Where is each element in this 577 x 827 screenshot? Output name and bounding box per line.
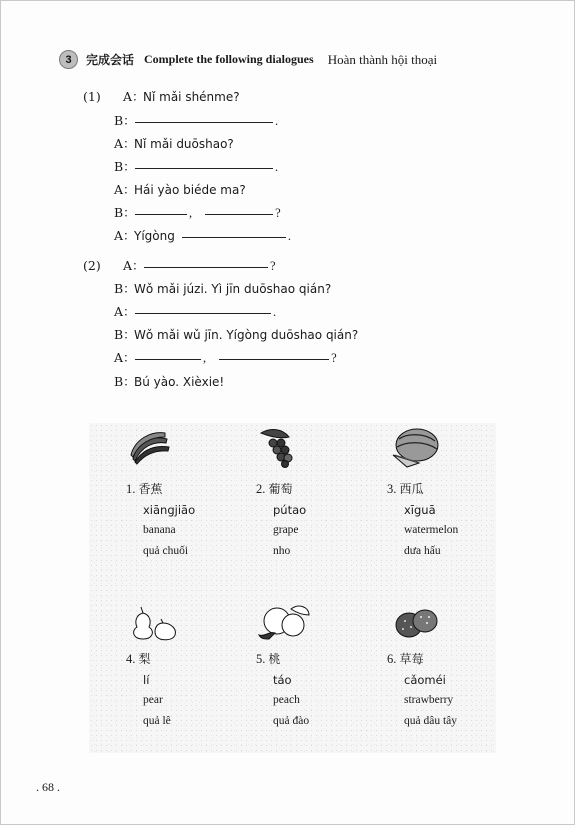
dialogue2-line-1 — [83, 256, 276, 274]
section-header — [59, 50, 437, 69]
fruit-name-zh: 西瓜 — [399, 482, 424, 496]
fruit-number: 1. — [126, 482, 136, 496]
speaker-label: B： — [114, 113, 136, 128]
fruit-name-vi: quả chuối — [143, 544, 189, 557]
punctuation: . — [275, 114, 279, 128]
fruit-pinyin: pútao — [273, 502, 307, 517]
dialogue1-line-3 — [114, 134, 234, 152]
speaker-label: B： — [114, 205, 136, 220]
answer-blank[interactable] — [135, 312, 271, 314]
punctuation: , — [189, 206, 193, 220]
fruit-name-vi: quả đào — [273, 714, 310, 727]
dialogue-text: Wǒ mǎi júzi. Yì jīn duōshao qián? — [134, 282, 332, 296]
fruit-name-vi: quả dâu tây — [404, 714, 458, 727]
fruit-item-banana — [126, 479, 246, 561]
fruit-item-watermelon — [387, 479, 507, 561]
fruit-pinyin: xīguā — [404, 502, 436, 517]
fruit-name-vi: quả lê — [143, 714, 171, 727]
punctuation: ? — [331, 351, 337, 365]
punctuation: . — [273, 305, 277, 319]
fruit-name-vi: nho — [273, 544, 291, 557]
fruit-item-grape — [256, 479, 376, 561]
speaker-label: A： — [114, 228, 136, 243]
dialogue-text: Yígòng — [134, 229, 175, 243]
answer-blank[interactable] — [135, 167, 273, 169]
dialogue-text: Nǐ mǎi duōshao? — [134, 137, 234, 151]
answer-blank[interactable] — [144, 266, 268, 268]
speaker-label: B： — [114, 281, 136, 296]
peach-icon — [255, 601, 313, 641]
pear-icon — [127, 603, 179, 641]
speaker-label: B： — [114, 374, 136, 389]
speaker-label: A： — [123, 258, 145, 273]
dialogue1-line-5 — [114, 180, 246, 198]
fruit-name-en: banana — [143, 524, 176, 536]
speaker-label: A： — [114, 136, 136, 151]
dialogue2-line-5 — [114, 348, 337, 366]
speaker-label: B： — [114, 327, 136, 342]
fruit-pinyin: xiāngjiāo — [143, 502, 196, 517]
speaker-label: A： — [123, 89, 145, 104]
dialogue-text: Wǒ mǎi wǔ jīn. Yígòng duōshao qián? — [134, 328, 359, 342]
fruit-name-vi: dưa hấu — [404, 544, 441, 557]
dialogue2-label: (2) — [83, 258, 101, 273]
fruit-number: 3. — [387, 482, 397, 496]
fruit-pinyin: lí — [143, 672, 150, 687]
section-title-vi: Hoàn thành hội thoại — [327, 51, 438, 67]
grape-icon — [255, 427, 299, 469]
punctuation: ? — [275, 206, 281, 220]
section-title-en: Complete the following dialogues — [144, 52, 314, 66]
punctuation: , — [203, 351, 207, 365]
fruit-item-strawberry — [387, 649, 507, 731]
speaker-label: A： — [114, 182, 136, 197]
section-number-badge: 3 — [59, 50, 78, 69]
fruit-name-zh: 梨 — [138, 652, 151, 666]
dialogue1-line-2 — [114, 111, 278, 129]
watermelon-icon — [389, 425, 441, 469]
punctuation: . — [275, 160, 279, 174]
fruit-name-zh: 葡萄 — [268, 482, 293, 496]
fruit-vocabulary-panel — [89, 423, 496, 753]
dialogue2-line-6 — [114, 372, 224, 390]
dialogue2-line-4 — [114, 325, 358, 343]
dialogue1-line-4 — [114, 157, 278, 175]
fruit-item-pear — [126, 649, 246, 731]
dialogue1-line-6 — [114, 203, 281, 221]
page-number: . 68 . — [36, 780, 60, 794]
speaker-label: A： — [114, 304, 136, 319]
fruit-number: 4. — [126, 652, 136, 666]
fruit-name-en: watermelon — [404, 524, 459, 536]
fruit-number: 6. — [387, 652, 397, 666]
fruit-number: 5. — [256, 652, 266, 666]
dialogue-text: Hái yào biéde ma? — [134, 183, 246, 197]
fruit-number: 2. — [256, 482, 266, 496]
answer-blank[interactable] — [219, 358, 329, 360]
section-title-zh: 完成会话 — [86, 53, 135, 67]
fruit-name-en: grape — [273, 524, 299, 536]
fruit-name-en: strawberry — [404, 694, 454, 706]
fruit-name-zh: 草莓 — [399, 652, 424, 666]
answer-blank[interactable] — [182, 236, 286, 238]
dialogue1-label: (1) — [83, 89, 101, 104]
fruit-name-zh: 桃 — [268, 652, 281, 666]
dialogue2-line-2 — [114, 279, 331, 297]
dialogue1-line-1 — [83, 87, 240, 105]
fruit-item-peach — [256, 649, 376, 731]
dialogue-text: Nǐ mǎi shénme? — [143, 90, 240, 104]
answer-blank[interactable] — [135, 121, 273, 123]
fruit-name-en: pear — [143, 694, 163, 706]
dialogue1-line-7 — [114, 226, 291, 244]
punctuation: ? — [270, 259, 276, 273]
answer-blank[interactable] — [205, 213, 273, 215]
speaker-label: B： — [114, 159, 136, 174]
fruit-pinyin: táo — [273, 672, 292, 687]
fruit-name-zh: 香蕉 — [138, 482, 163, 496]
speaker-label: A： — [114, 350, 136, 365]
strawberry-icon — [391, 603, 441, 641]
banana-icon — [127, 429, 171, 465]
answer-blank[interactable] — [135, 213, 187, 215]
punctuation: . — [287, 229, 291, 243]
answer-blank[interactable] — [135, 358, 201, 360]
fruit-name-en: peach — [273, 694, 300, 706]
fruit-pinyin: cǎoméi — [404, 672, 446, 687]
dialogue-text: Bú yào. Xièxie! — [134, 375, 225, 389]
dialogue2-line-3 — [114, 302, 276, 320]
